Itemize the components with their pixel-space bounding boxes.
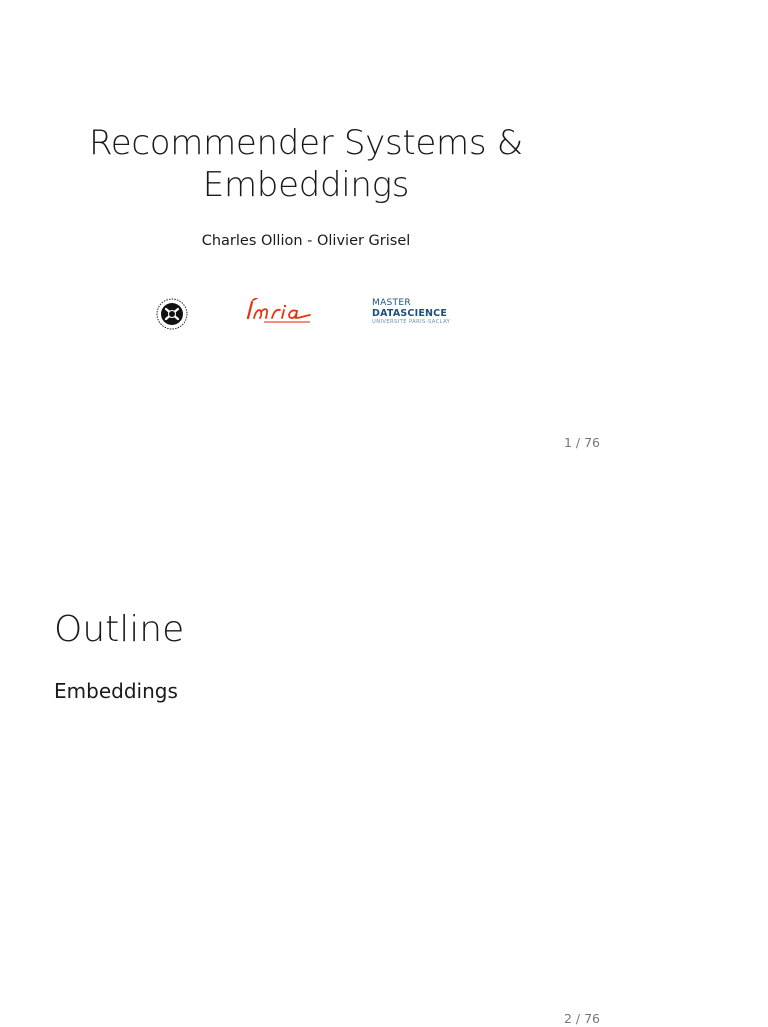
title-line-1: Recommender Systems & [88, 123, 524, 163]
master-logo-line-2: DATASCIENCE [372, 308, 448, 319]
logo-row [0, 292, 612, 332]
master-logo-line-3: UNIVERSITÉ PARIS-SACLAY [372, 319, 451, 325]
master-datascience-logo [372, 298, 462, 328]
title-line-2: Embeddings [202, 165, 410, 205]
slide-title [0, 0, 612, 468]
outline-heading: Outline [54, 609, 185, 650]
page-number: 2 / 76 [563, 1011, 600, 1026]
authors: Charles Ollion - Olivier Grisel [201, 233, 411, 249]
presentation-title [0, 122, 612, 206]
university-seal-logo [156, 298, 188, 330]
page-number: 1 / 76 [563, 435, 600, 450]
outline-item: Embeddings [54, 679, 178, 703]
master-logo-line-1: MASTER [372, 298, 411, 308]
slide-outline [0, 576, 612, 1024]
inria-logo [244, 298, 314, 328]
